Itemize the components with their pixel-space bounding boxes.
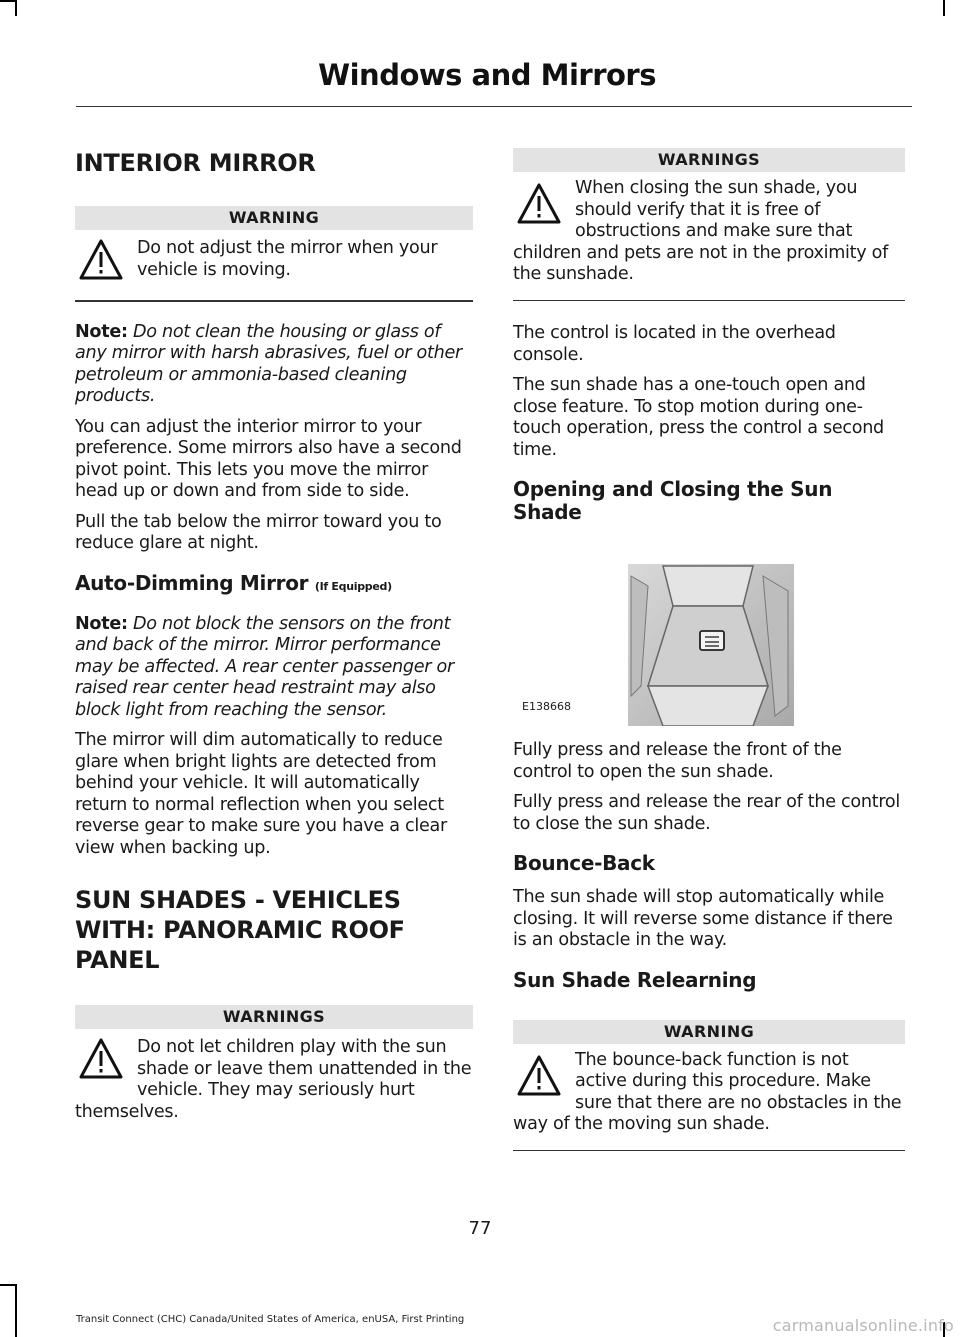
body-paragraph: The mirror will dim automatically to reduce glare when bright lights are detected from behind your vehicle. It will automatically return to normal reflection when you select reverse gear to make sure you have a clear view when backing up. (75, 730, 447, 858)
warning-triangle-icon (513, 1054, 575, 1098)
warning-text: Do not adjust the mirror when your vehicle is moving. (137, 238, 438, 280)
body-paragraph: The control is located in the overhead console. (513, 323, 836, 365)
warning-rule (513, 300, 905, 302)
warning-body (75, 1037, 473, 1123)
note-label: Note: (75, 613, 128, 634)
heading-line: WITH: PANORAMIC ROOF (75, 916, 405, 944)
section-heading-interior-mirror: INTERIOR MIRROR (75, 149, 316, 177)
subheading-text: Auto-Dimming Mirror (75, 570, 309, 595)
warning-triangle-icon (75, 238, 137, 282)
page-header-title: Windows and Mirrors (318, 58, 656, 92)
warning-rule (513, 1150, 905, 1152)
section-heading-sun-shades (75, 885, 473, 975)
warning-box (75, 206, 473, 302)
warning-body (75, 238, 473, 281)
watermark: carmanualsonline.info (772, 1316, 954, 1335)
subheading-auto-dimming (75, 572, 473, 598)
body-paragraph: Pull the tab below the mirror toward you to reduce glare at night. (75, 511, 442, 553)
footer-text: Transit Connect (CHC) Canada/United States of America, enUSA, First Printing (76, 1314, 465, 1325)
crop-mark (943, 0, 945, 16)
warning-triangle-icon (75, 1037, 137, 1081)
heading-line: SUN SHADES - VEHICLES (75, 886, 401, 914)
left-column (75, 140, 473, 1123)
warning-body (513, 1050, 905, 1136)
warning-box (513, 148, 905, 301)
warning-header: WARNINGS (513, 148, 905, 172)
sunshade-control-illustration (513, 536, 905, 726)
note-text: Do not clean the housing or glass of any mirror with harsh abrasives, fuel or other petroleum or ammonia-based cleaning products. (75, 321, 462, 406)
heading-line: PANEL (75, 946, 160, 974)
header-rule (76, 106, 912, 107)
note-label: Note: (75, 321, 128, 342)
subheading-opening-closing: Opening and Closing the Sun Shade (513, 477, 833, 524)
right-column (513, 148, 905, 1151)
page-number: 77 (468, 1218, 492, 1239)
warning-triangle-icon (513, 182, 575, 226)
warning-header: WARNING (513, 1020, 905, 1044)
body-paragraph: Fully press and release the front of the control to open the sun shade. (513, 740, 842, 782)
body-paragraph: You can adjust the interior mirror to your preference. Some mirrors also have a second pivot point. This lets you move the mirror head up or down and from side to side. (75, 416, 462, 501)
crop-mark (0, 1284, 16, 1286)
warning-box (513, 1020, 905, 1152)
body-paragraph: The sun shade will stop automatically while closing. It will reverse some distance if there is an obstacle in the way. (513, 887, 893, 950)
warning-text: Do not let children play with the sun shade or leave them unattended in the vehicle. They may seriously hurt themselves. (75, 1037, 472, 1122)
subheading-relearning: Sun Shade Relearning (513, 967, 757, 992)
warning-body (513, 178, 905, 286)
figure-code: E138668 (522, 700, 571, 713)
body-paragraph: Fully press and release the rear of the control to close the sun shade. (513, 792, 900, 834)
warning-box (75, 1005, 473, 1123)
subheading-bounce-back: Bounce-Back (513, 851, 655, 875)
sunshade-control-figure (513, 536, 905, 726)
warning-header: WARNING (75, 206, 473, 230)
body-paragraph: The sun shade has a one-touch open and close feature. To stop motion during one-touch operation, press the control a second time. (513, 375, 884, 460)
warning-text: When closing the sun shade, you should verify that it is free of obstructions and make sure that children and pets are not in the proximity of the sunshade. (513, 178, 888, 284)
note-text: Do not block the sensors on the front and back of the mirror. Mirror performance may be affected. A rear center passenger or raised rear center head restraint may also block light from reaching the sensor. (75, 613, 454, 720)
note-paragraph (75, 322, 473, 408)
if-equipped-label: (If Equipped) (314, 579, 392, 593)
warning-header: WARNINGS (75, 1005, 473, 1029)
crop-mark (15, 0, 17, 16)
crop-mark (0, 0, 16, 2)
crop-mark (15, 1284, 17, 1337)
warning-text: The bounce-back function is not active during this procedure. Make sure that there are no obstacles in the way of the moving sun shade. (513, 1049, 902, 1134)
warning-rule (75, 300, 473, 302)
note-paragraph (75, 614, 473, 722)
